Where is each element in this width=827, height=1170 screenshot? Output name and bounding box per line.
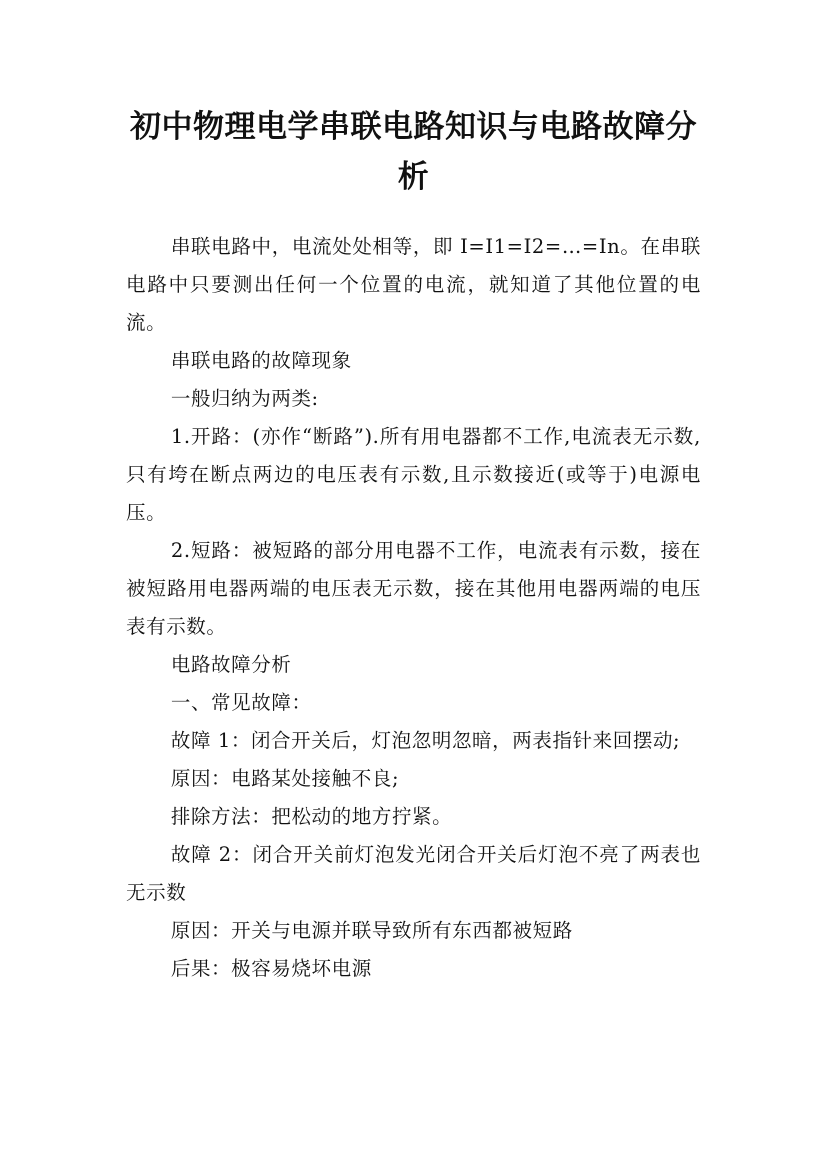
paragraph: 1.开路：(亦作“断路”).所有用电器都不工作,电流表无示数,只有垮在断点两边的电压表有示数,且示数接近(或等于)电源电压。: [126, 425, 701, 524]
paragraph: 2.短路：被短路的部分用电器不工作，电流表有示数，接在被短路用电器两端的电压表无示数，接在其他用电器两端的电压表有示数。: [126, 539, 701, 638]
document-title: 初中物理电学串联电路知识与电路故障分析: [130, 109, 697, 195]
paragraph: 原因：开关与电源并联导致所有东西都被短路: [170, 919, 573, 942]
paragraph: 一般归纳为两类:: [170, 387, 319, 410]
paragraph: 排除方法：把松动的地方拧紧。: [170, 805, 453, 828]
paragraph: 故障 1：闭合开关后，灯泡忽明忽暗，两表指针来回摆动;: [170, 729, 681, 752]
paragraph: 一、常见故障：: [170, 691, 312, 714]
paragraph: 故障 2：闭合开关前灯泡发光闭合开关后灯泡不亮了两表也无示数: [126, 843, 701, 904]
paragraph: 串联电路中，电流处处相等，即 I=I1=I2=…=In。在串联电路中只要测出任何一个位置的电流，就知道了其他位置的电流。: [126, 235, 701, 334]
paragraph: 后果：极容易烧坏电源: [170, 957, 372, 980]
paragraph: 串联电路的故障现象: [170, 349, 352, 372]
paragraph: 电路故障分析: [170, 653, 292, 676]
document-body: [126, 228, 701, 988]
paragraph: 原因：电路某处接触不良;: [170, 767, 400, 790]
